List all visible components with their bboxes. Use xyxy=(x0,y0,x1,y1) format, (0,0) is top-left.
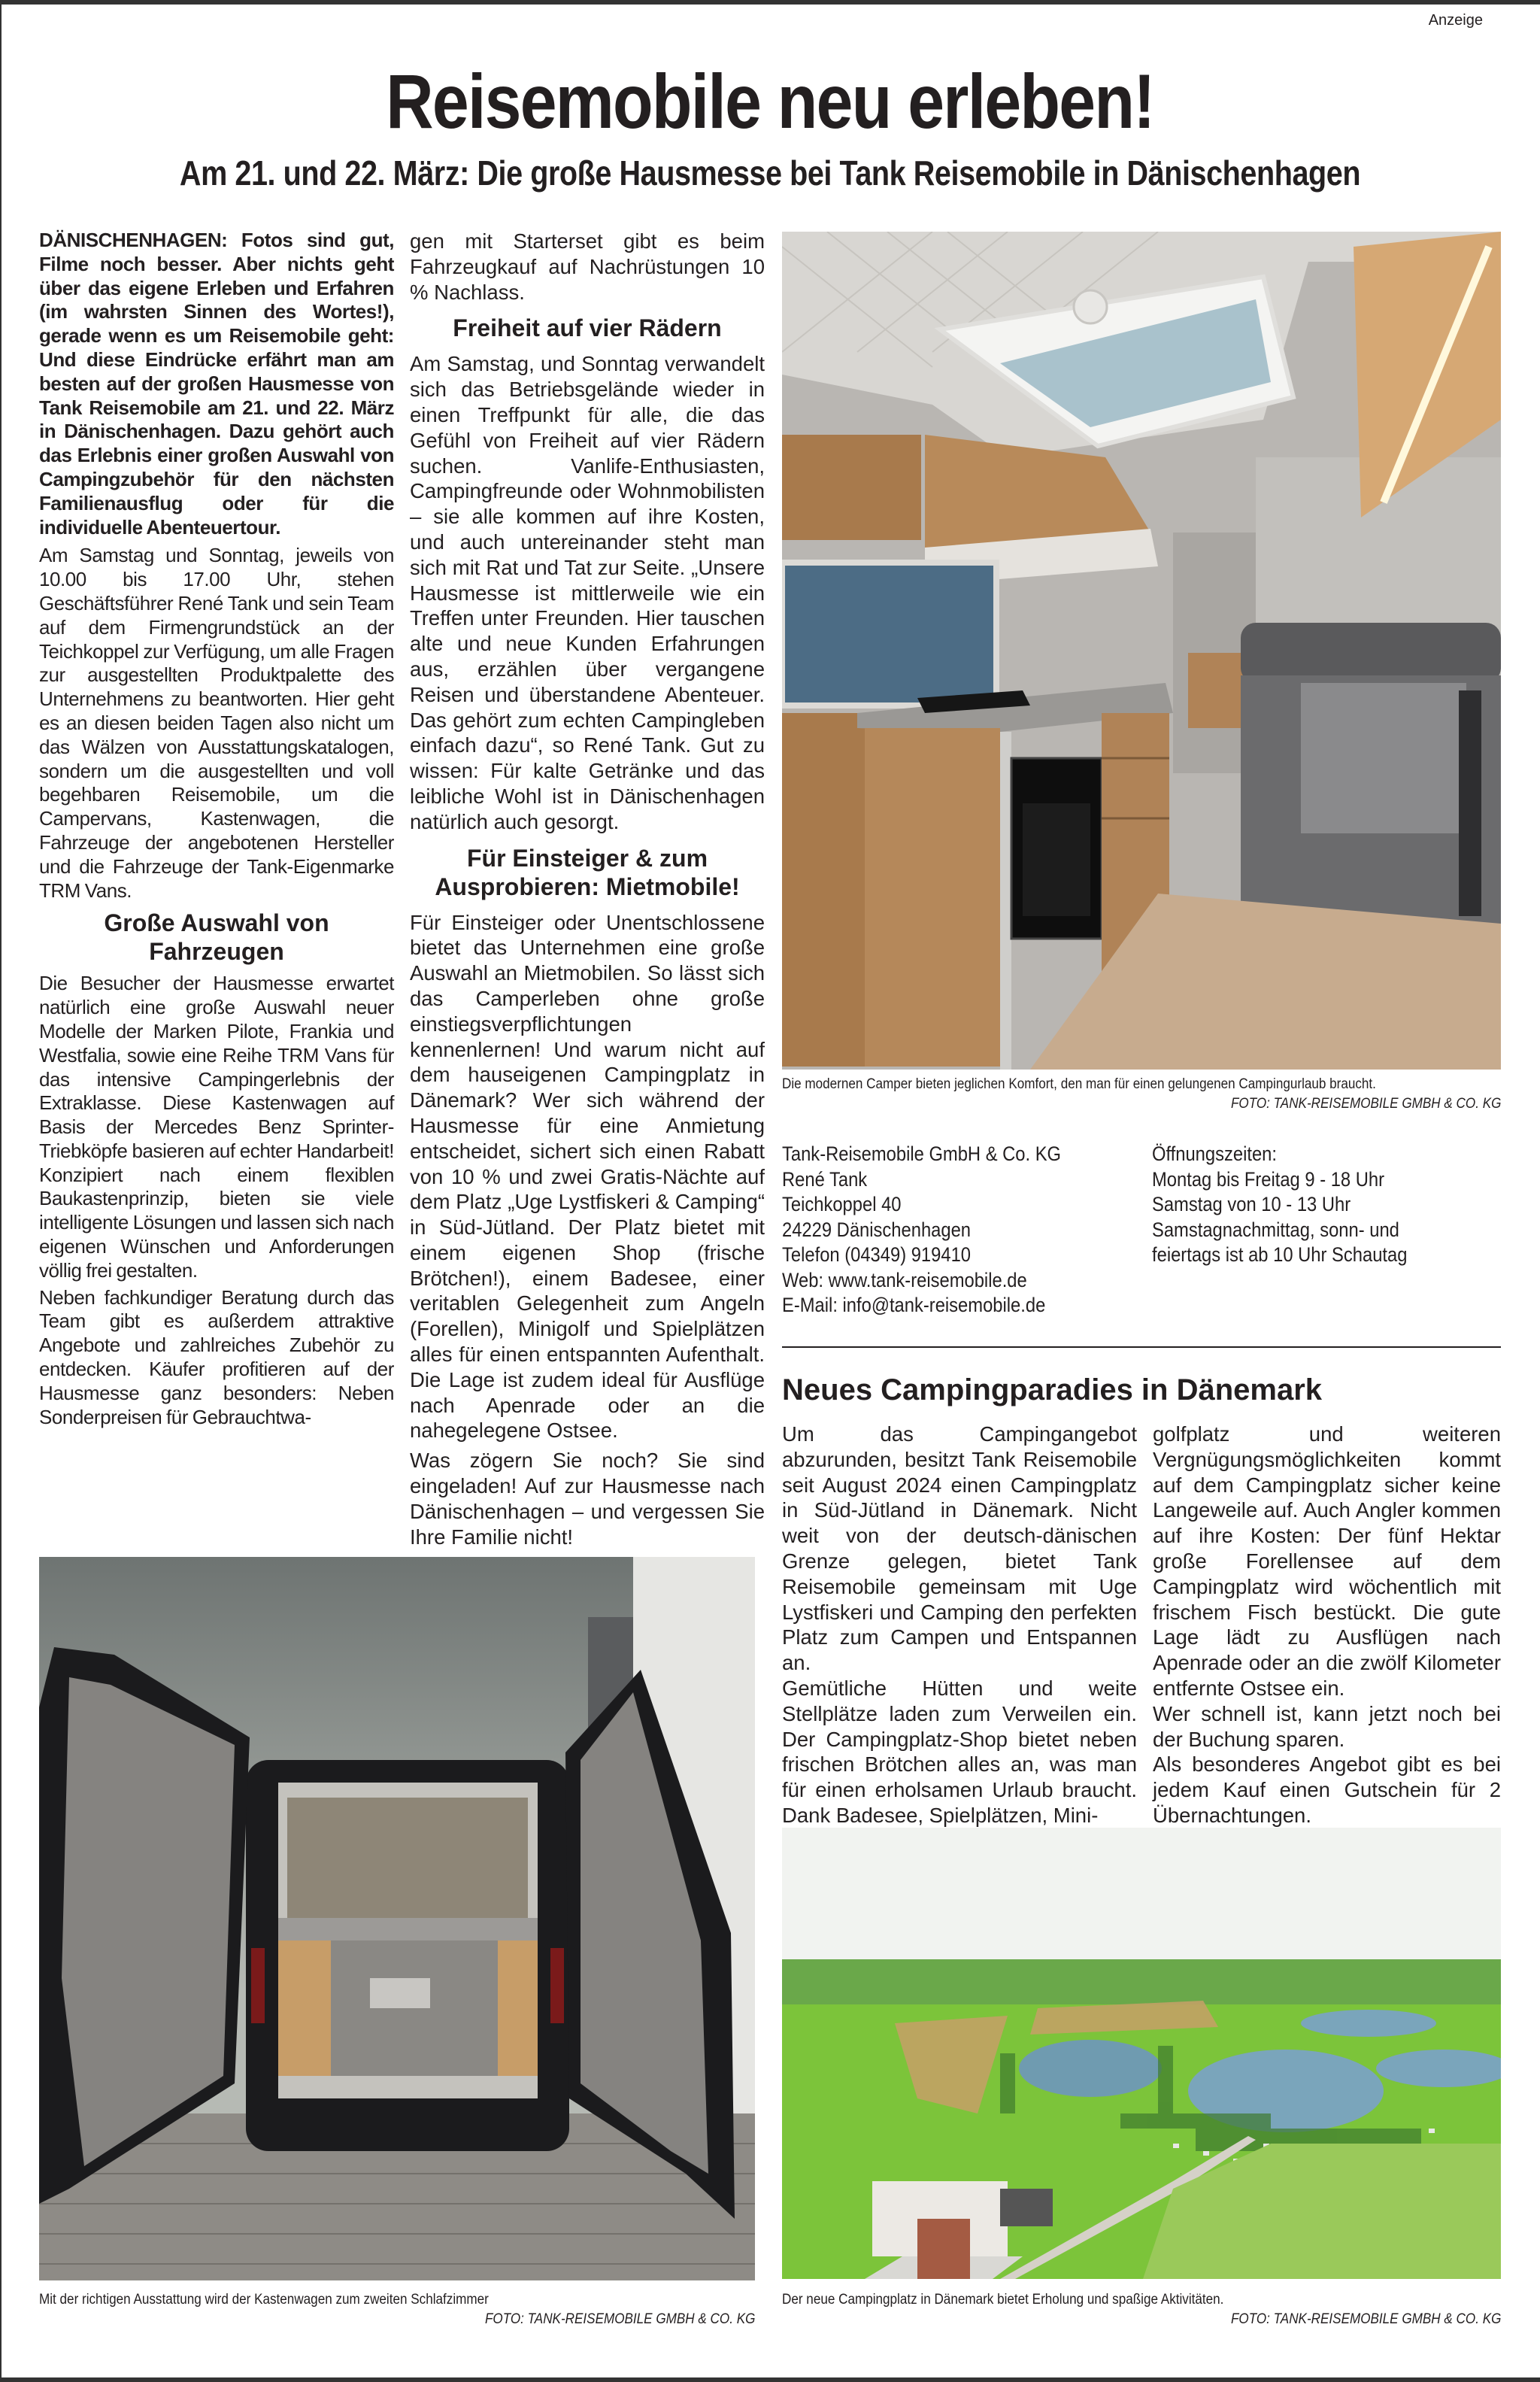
aerial-photo-credit: FOTO: TANK-REISEMOBILE GMBH & CO. KG xyxy=(1230,2311,1501,2327)
denmark-section-title: Neues Campingparadies in Dänemark xyxy=(782,1373,1323,1406)
body-paragraph: Gemütliche Hütten und weite Stellplätze laden zum Verweilen ein. Der Campingplatz-Shop bietet neben frischen Brötchen alles an, was man für einen erholsamen Urlaub braucht. Dank Badesee, Spielplätzen, Mini- xyxy=(782,1676,1137,1827)
body-paragraph: Für Einsteiger oder Unentschlossene bietet das Unternehmen eine große Auswahl an Mietmobilen. So lässt sich das Camperleben ohne große einstiegsverpflichtungen kennenlernen! Und warum nicht auf dem hauseigenen Campingplatz in Dänemark? Wer sich während der Hausmesse für eine Anmietung entscheidet, sichert sich einen Rabatt von 10 % und zwei Gratis-Nächte auf dem Platz „Uge Lystfiskeri & Camping“ in Süd-Jütland. Der Platz bietet mit einem eigenen Shop (frische Brötchen!), einem Badesee, einer veritablen Gelegenheit zum Angeln (Forellen), Minigolf und Spielplätzen alles für einen entspannten Aufenthalt. Die Lage ist zudem ideal für Ausflüge nach Apenrade oder an die nahegelegene Ostsee. xyxy=(410,910,765,1443)
contact-person: René Tank xyxy=(782,1167,868,1191)
body-paragraph: gen mit Starterset gibt es beim Fahrzeugkauf auf Nachrüstungen 10 % Nachlass. xyxy=(410,229,765,304)
van-rear-illustration xyxy=(39,1557,755,2280)
campsite-aerial-photo xyxy=(782,1828,1501,2279)
website-link[interactable]: Web: www.tank-reisemobile.de xyxy=(782,1268,1027,1291)
body-paragraph: Am Samstag und Sonntag, jeweils von 10.00 bis 17.00 Uhr, stehen Geschäftsführer René Tank und sein Team auf dem Firmengrundstück an der Teichkoppel zur Verfügung, um alle Fragen zur ausgestellten Produktpalette des Unternehmens zu beantworten. Hier geht es an diesen beiden Tagen also nicht um das Wälzen von Ausstattungskatalogen, sondern um die ausgestellten und voll begehbaren Reisemobile, um die Campervans, Kastenwagen, die Fahrzeuge der angebotenen Hersteller und die Fahrzeuge der Tank-Eigenmarke TRM Vans. xyxy=(39,544,394,902)
denmark-column-2 xyxy=(1153,1422,1501,1828)
street-address: Teichkoppel 40 xyxy=(782,1193,902,1215)
opening-hours-note: Samstagnachmittag, sonn- und xyxy=(1152,1218,1399,1241)
opening-hours xyxy=(1152,1142,1407,1268)
article-column-1 xyxy=(39,229,394,1432)
body-paragraph: Als besonderes Angebot gibt es bei jedem Kauf einen Gutschein für 2 Übernachtungen. xyxy=(1153,1752,1501,1827)
section-heading: Freiheit auf vier Rädern xyxy=(453,314,722,342)
campsite-aerial-illustration xyxy=(782,1828,1501,2279)
body-paragraph: Die Besucher der Hausmesse erwartet natürlich eine große Auswahl neuer Modelle der Marken Pilote, Frankia und Westfalia, sowie eine Reihe TRM Vans für das intensive Campingerlebnis der Extraklasse. Diese Kastenwagen auf Basis der Mercedes Benz Sprinter-Triebköpfe basieren auf echter Handarbeit! Konzipiert nach einem flexiblen Baukastenprinzip, bieten sie viele intelligente Lösungen und lassen sich nach eigenen Wünschen und Anforderungen völlig frei gestalten. xyxy=(39,972,394,1282)
camper-interior-photo xyxy=(782,232,1501,1070)
city-address: 24229 Dänischenhagen xyxy=(782,1218,972,1241)
section-heading: Für Einsteiger & zum Ausprobieren: Mietmobile! xyxy=(435,844,740,900)
body-paragraph: golfplatz und weiteren Vergnügungsmöglichkeiten kommt auf dem Campingplatz sicher keine Langeweile auf. Auch Angler kommen auf ihre Kosten: Der fünf Hektar große Forellensee auf dem Campingplatz wird wöchentlich mit frischem Fisch bestückt. Die gute Lage lädt zu Ausflügen nach Apenrade oder an die zwölf Kilometer entfernte Ostsee ein. xyxy=(1153,1422,1501,1700)
headline: Reisemobile neu erleben! xyxy=(386,59,1154,144)
article-column-2 xyxy=(410,229,765,1554)
body-paragraph: Neben fachkundiger Beratung durch das Team gibt es außerdem attraktive Angebote und zahlreiches Zubehör zu entdecken. Käufer profitieren auf der Hausmesse ganz besonders: Neben Sonderpreisen für Gebrauchtwa- xyxy=(39,1285,394,1428)
body-paragraph: Am Samstag, und Sonntag verwandelt sich das Betriebsgelände wieder in einen Treffpunkt für alle, die das Gefühl von Freiheit auf vier Rädern suchen. Vanlife-Enthusiasten, Campingfreunde oder Wohnmobilisten – sie alle kommen auf ihre Kosten, und auch untereinander steht man sich mit Rat und Tat zur Seite. „Unsere Hausmesse ist mittlerweile wie ein Treffen unter Freunden. Hier tauschen alte und neue Kunden Erfahrungen aus, erzählen über vergangene Reisen und überstandene Abenteuer. Das gehört zum echten Campingleben einfach dazu“, so René Tank. Gut zu wissen: Für kalte Getränke und das leibliche Wohl ist in Dänischenhagen natürlich auch gesorgt. xyxy=(410,352,765,833)
body-paragraph: Was zögern Sie noch? Sie sind eingeladen! Auf zur Hausmesse nach Dänischenhagen – und vergessen Sie Ihre Familie nicht! xyxy=(410,1449,765,1549)
interior-photo-caption: Die modernen Camper bieten jeglichen Komfort, den man für einen gelungenen Campingurlaub braucht. xyxy=(782,1076,1376,1092)
van-photo-credit: FOTO: TANK-REISEMOBILE GMBH & CO. KG xyxy=(484,2311,755,2327)
opening-hours-weekdays: Montag bis Freitag 9 - 18 Uhr xyxy=(1152,1167,1385,1191)
contact-address xyxy=(782,1142,1061,1318)
van-photo-caption: Mit der richtigen Ausstattung wird der Kastenwagen zum zweiten Schlafzimmer xyxy=(39,2292,489,2308)
subheadline: Am 21. und 22. März: Die große Hausmesse bei Tank Reisemobile in Dänischenhagen xyxy=(179,153,1361,193)
van-rear-photo xyxy=(39,1557,755,2280)
email-link[interactable]: E-Mail: info@tank-reisemobile.de xyxy=(782,1294,1046,1316)
opening-hours-saturday: Samstag von 10 - 13 Uhr xyxy=(1152,1193,1351,1215)
aerial-photo-caption: Der neue Campingplatz in Dänemark bietet Erholung und spaßige Aktivitäten. xyxy=(782,2292,1224,2308)
section-divider xyxy=(782,1346,1501,1348)
lead-paragraph: DÄNISCHENHAGEN: Fotos sind gut, Filme noch besser. Aber nichts geht über das eigene Erleben und Erfahren (im wahrsten Sinnen des Wortes!), gerade wenn es um Reisemobile geht: Und diese Eindrücke erfährt man am besten auf der großen Hausmesse von Tank Reisemobile am 21. und 22. März in Dänischenhagen. Dazu gehört auch das Erlebnis einer großen Auswahl von Campingzubehör für den nächsten Familienausflug oder für die individuelle Abenteuertour. xyxy=(39,229,394,539)
interior-photo-credit: FOTO: TANK-REISEMOBILE GMBH & CO. KG xyxy=(1230,1096,1501,1112)
body-paragraph: Um das Campingangebot abzurunden, besitzt Tank Reisemobile seit August 2024 einen Campingplatz in Süd-Jütland in Dänemark. Nicht weit von der deutsch-dänischen Grenze gelegen, bietet Tank Reisemobile gemeinsam mit Uge Lystfiskeri und Camping den perfekten Platz zum Campen und Entspannen an. xyxy=(782,1422,1137,1675)
phone-number: Telefon (04349) 919410 xyxy=(782,1243,972,1266)
camper-interior-illustration xyxy=(782,232,1501,1070)
company-name: Tank-Reisemobile GmbH & Co. KG xyxy=(782,1142,1062,1165)
denmark-column-1 xyxy=(782,1422,1137,1828)
advertisement-label: Anzeige xyxy=(1428,12,1483,29)
opening-hours-title: Öffnungszeiten: xyxy=(1152,1142,1278,1165)
body-paragraph: Wer schnell ist, kann jetzt noch bei der Buchung sparen. xyxy=(1153,1701,1501,1751)
section-heading: Große Auswahl von Fahrzeugen xyxy=(104,909,329,966)
opening-hours-note: feiertags ist ab 10 Uhr Schautag xyxy=(1152,1243,1408,1266)
